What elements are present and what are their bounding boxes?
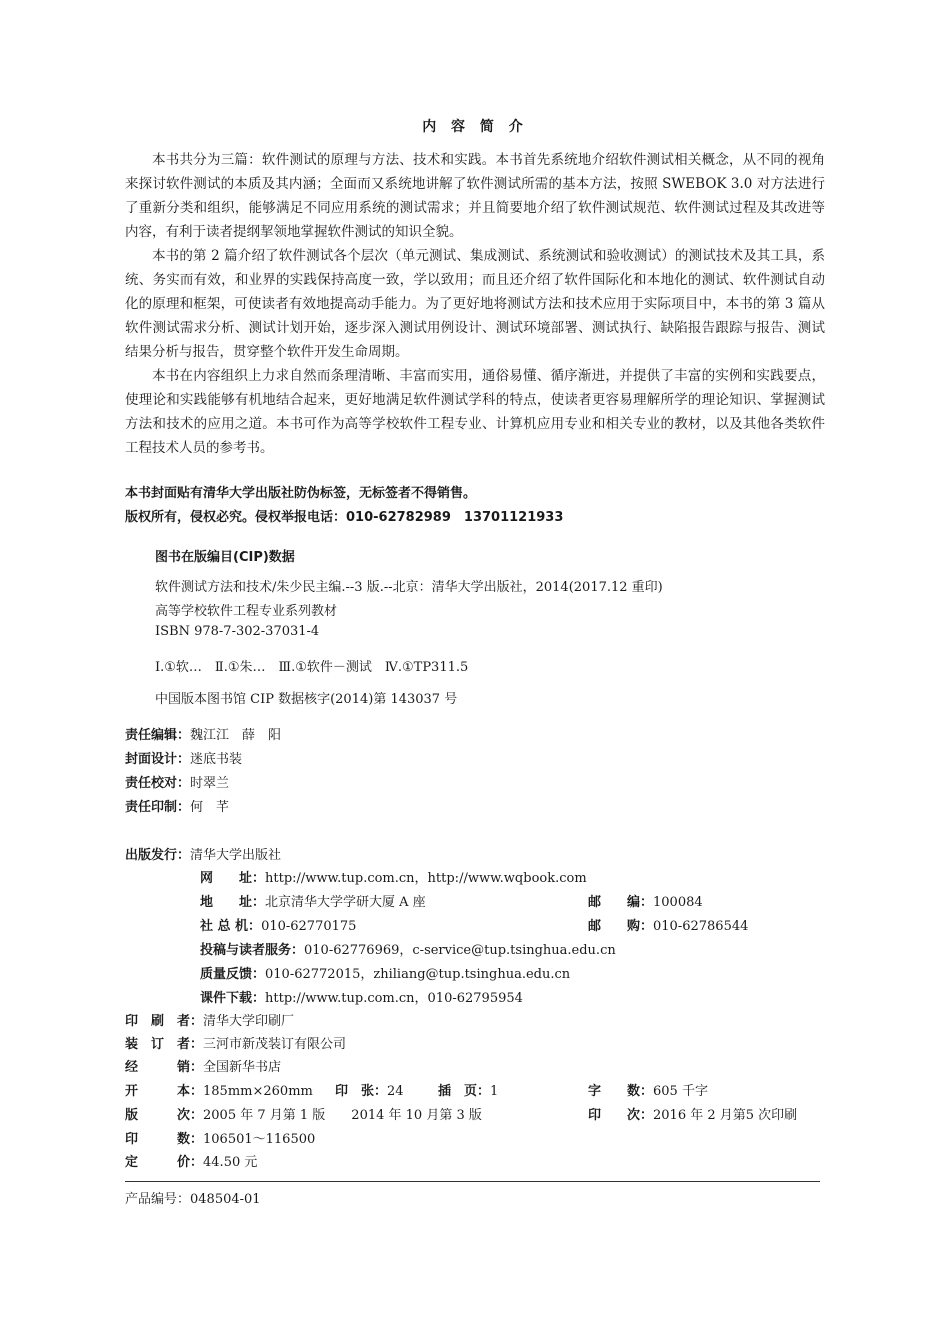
mail-order-line — [588, 915, 748, 934]
sheets-value: 24 — [387, 1084, 404, 1099]
cip-line: 高等学校软件工程专业系列教材 — [155, 604, 338, 619]
word-count-line — [588, 1080, 708, 1099]
impression-line — [588, 1104, 797, 1123]
credit-label: 责任校对： — [125, 776, 191, 791]
plates-value: 1 — [490, 1084, 499, 1099]
edition-value: 2005 年 7 月第 1 版 2014 年 10 月第 3 版 — [203, 1108, 482, 1123]
service-value: 010-62776969，c-service@tup.tsinghua.edu.cn — [304, 943, 616, 958]
format-value: 185mm×260mm — [203, 1084, 313, 1099]
printer-label: 印 刷 者： — [125, 1014, 204, 1029]
printer-line — [125, 1010, 294, 1029]
distributor-label: 经 销： — [125, 1060, 204, 1075]
zip-line — [588, 891, 703, 910]
address-label: 地 址： — [200, 895, 266, 910]
quality-label: 质量反馈： — [200, 967, 266, 982]
word-count-label: 字 数： — [588, 1084, 654, 1099]
website-label: 网 址： — [200, 871, 266, 886]
address-value: 北京清华大学学研大厦 A 座 — [265, 895, 426, 910]
credit-label: 责任印制： — [125, 800, 191, 815]
service-label: 投稿与读者服务： — [200, 943, 305, 958]
cip-line: Ⅰ.①软… Ⅱ.①朱… Ⅲ.①软件－测试 Ⅳ.①TP311.5 — [155, 660, 469, 675]
credit-proof — [125, 772, 281, 796]
zip-label: 邮 编： — [588, 895, 654, 910]
summary-paragraph: 本书共分为三篇：软件测试的原理与方法、技术和实践。本书首先系统地介绍软件测试相关概念，从不同的视角来探讨软件测试的本质及其内涵；全面而又系统地讲解了软件测试所需的基本方法，按照 SWEBOK 3.0 对方法进行了重新分类和组织，能够满足不同应用系统的测试需求；并且简要地介绍了软件测试规范、软件测试过程及其改进等内容，有利于读者提纲挈领地掌握软件测试的知识全貌。 — [125, 152, 825, 240]
plates-line — [438, 1080, 498, 1099]
credit-cover — [125, 748, 281, 772]
credit-label: 责任编辑： — [125, 728, 191, 743]
credit-print — [125, 796, 281, 820]
sheets-line — [335, 1080, 404, 1099]
sheets-label: 印 张： — [335, 1084, 388, 1099]
impression-label: 印 次： — [588, 1108, 654, 1123]
print-run-label: 印 数： — [125, 1132, 204, 1147]
publisher-label: 出版发行： — [125, 848, 191, 863]
download-line — [200, 987, 523, 1006]
binder-label: 装 订 者： — [125, 1037, 204, 1052]
summary-text — [125, 148, 825, 460]
copyright-notice — [125, 482, 563, 530]
credit-value: 何 芊 — [190, 800, 230, 815]
summary-paragraph: 本书在内容组织上力求自然而条理清晰、丰富而实用，通俗易懂、循序渐进，并提供了丰富的实例和实践要点，使理论和实践能够有机地结合起来，更好地满足软件测试学科的特点，使读者更容易理解所学的理论知识、掌握测试方法和技术的应用之道。本书可作为高等学校软件工程专业、计算机应用专业和相关专业的教材，以及其他各类软件工程技术人员的参考书。 — [125, 368, 825, 456]
website-line — [200, 867, 587, 886]
anti-counterfeit-line: 本书封面贴有清华大学出版社防伪标签，无标签者不得销售。 — [125, 486, 477, 501]
rights-line: 版权所有，侵权必究。侵权举报电话：010-62782989 13701121933 — [125, 510, 564, 525]
switchboard-line — [200, 915, 356, 934]
word-count-value: 605 千字 — [653, 1084, 708, 1099]
format-label: 开 本： — [125, 1084, 204, 1099]
binder-line — [125, 1033, 346, 1052]
publisher-value: 清华大学出版社 — [190, 848, 282, 863]
edition-line — [125, 1104, 482, 1123]
credits-list — [125, 724, 281, 820]
credit-editor — [125, 724, 281, 748]
credit-value: 魏江江 薛 阳 — [190, 728, 282, 743]
price-label: 定 价： — [125, 1155, 204, 1170]
cip-line: 中国版本图书馆 CIP 数据核字(2014)第 143037 号 — [155, 692, 458, 707]
switchboard-value: 010-62770175 — [261, 919, 357, 934]
plates-label: 插 页： — [438, 1084, 491, 1099]
credit-value: 迷底书装 — [190, 752, 243, 767]
format-line — [125, 1080, 313, 1099]
divider — [125, 1181, 820, 1182]
address-line — [200, 891, 426, 910]
binder-value: 三河市新茂装订有限公司 — [203, 1037, 347, 1052]
quality-value: 010-62772015，zhiliang@tup.tsinghua.edu.cn — [265, 967, 571, 982]
zip-value: 100084 — [653, 895, 703, 910]
credit-value: 时翠兰 — [190, 776, 230, 791]
cip-heading: 图书在版编目(CIP)数据 — [155, 550, 295, 565]
mail-order-value: 010-62786544 — [653, 919, 749, 934]
edition-label: 版 次： — [125, 1108, 204, 1123]
product-number: 产品编号：048504-01 — [125, 1192, 261, 1207]
print-run-line — [125, 1128, 315, 1147]
page-title: 内 容 简 介 — [422, 119, 528, 135]
quality-line — [200, 963, 570, 982]
credit-label: 封面设计： — [125, 752, 191, 767]
summary-paragraph: 本书的第 2 篇介绍了软件测试各个层次（单元测试、集成测试、系统测试和验收测试）的测试技术及其工具，系统、务实而有效，和业界的实践保持高度一致，学以致用；而且还介绍了软件国际化和本地化的测试、软件测试自动化的原理和框架，可使读者有效地提高动手能力。为了更好地将测试方法和技术应用于实际项目中，本书的第 3 篇从软件测试需求分析、测试计划开始，逐步深入测试用例设计、测试环境部署、测试执行、缺陷报告跟踪与报告、测试结果分析与报告，贯穿整个软件开发生命周期。 — [125, 248, 825, 360]
service-line — [200, 939, 616, 958]
impression-value: 2016 年 2 月第5 次印刷 — [653, 1108, 798, 1123]
publisher-line — [125, 844, 281, 863]
price-value: 44.50 元 — [203, 1155, 258, 1170]
distributor-value: 全国新华书店 — [203, 1060, 282, 1075]
price-line — [125, 1151, 257, 1170]
download-value: http://www.tup.com.cn，010-62795954 — [265, 991, 523, 1006]
mail-order-label: 邮 购： — [588, 919, 654, 934]
download-label: 课件下载： — [200, 991, 266, 1006]
website-value: http://www.tup.com.cn，http://www.wqbook.com — [265, 871, 587, 886]
print-run-value: 106501～116500 — [203, 1132, 316, 1147]
cip-line: 软件测试方法和技术/朱少民主编.--3 版.--北京：清华大学出版社，2014(2017.12 重印) — [155, 580, 663, 595]
distributor-line — [125, 1056, 281, 1075]
printer-value: 清华大学印刷厂 — [203, 1014, 295, 1029]
cip-isbn: ISBN 978-7-302-37031-4 — [155, 624, 320, 639]
switchboard-label: 社 总 机： — [200, 919, 262, 934]
